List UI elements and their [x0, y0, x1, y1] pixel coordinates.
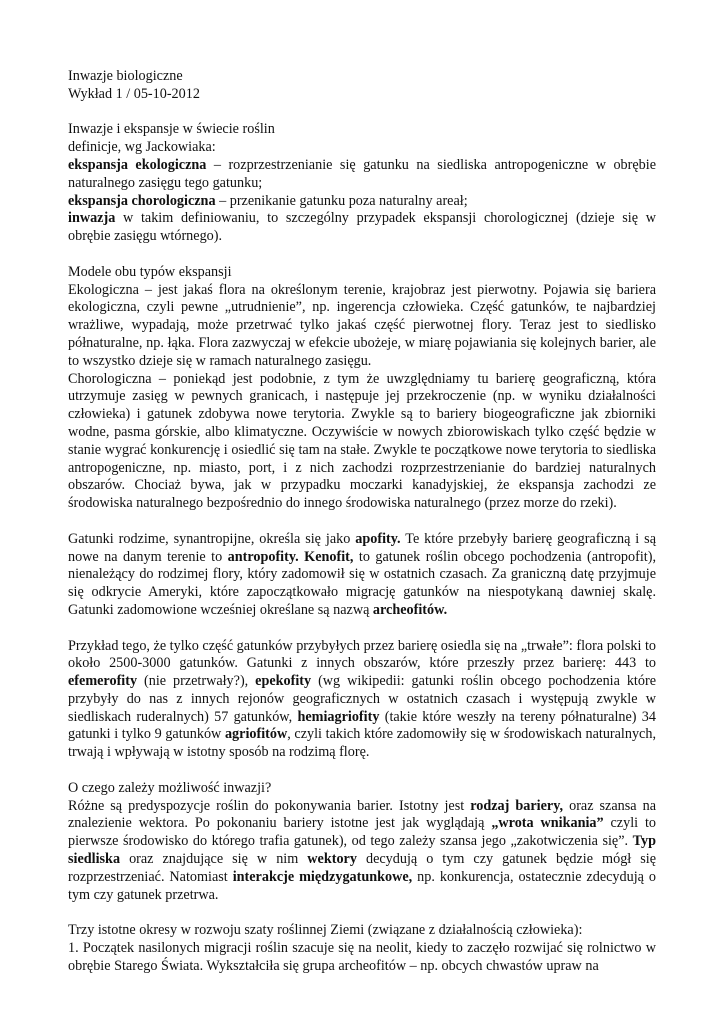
text: np. konkurencja, ostatecznie zdecydują o tym czy gatunek przetrwa.: [68, 868, 656, 903]
definition-chorological: [68, 193, 656, 211]
text: (wg wikipedii: gatunki roślin obcego pochodzenia które przybyły do nas z innych rejonów geograficznych w ostatnich czasach i występują zwykle w siedliskach ruderalnych) 57 gatunków,: [68, 673, 656, 725]
text: Różne są predyspozycje roślin do pokonywania barier. Istotny jest: [68, 797, 471, 814]
text: Gatunki rodzime, synantropijne, określa się jako: [68, 530, 356, 547]
paragraph: Chorologiczna – poniekąd jest podobnie, z tym że uwzględniamy tu barierę geograficzną, która utrzymuje zasięg w pewnych granicach, i następuje jej przekroczenie (np. w wyniku działalności człowieka) i gatunek zdobywa nowe terytoria. Zwykle są to bariery biogeograficzne jak zbiorniki wodne, pasma górskie, albo klimatyczne. Oczywiście w nowych zbiorowiskach tylko część będzie w stanie wygrać konkurencję i osiedlić się tam na stałe. Zwykle te początkowe nowe terytoria to siedliska antropogeniczne, np. miasto, port, i z nich zachodzi rozprzestrzenianie do bardziej naturalnych obszarów. Chociaż bywa, jak w przypadku moczarki kanadyjskiej, że ekspansja zachodzi ze środowiska naturalnego bezpośrednio do innego środowiska naturalnego (przez morze do rzeki).: [68, 370, 656, 512]
list-item: 1. Początek nasilonych migracji roślin szacuje się na neolit, kiedy to zaczęło rozwijać się rolnictwo w obrębie Starego Świata. Wykształciła się grupa archeofitów – np. obcych chwastów upraw na: [68, 940, 656, 974]
definitions-intro: definicje, wg Jackowiaka:: [68, 139, 216, 156]
definition-ecological: [68, 157, 656, 193]
section-heading: Modele obu typów ekspansji: [68, 263, 232, 280]
paragraph: [68, 531, 656, 620]
text: Przykład tego, że tylko część gatunków przybyłych przez barierę osiedla się na „trwałe”: flora polski to około 2500-3000 gatunków. Gatunki z innych obszarów, które przeszły przez barierę: 443 to: [68, 637, 656, 672]
text: decydują o tym czy gatunek będzie mógł się rozprzestrzeniać. Natomiast: [68, 851, 657, 885]
term: wektory: [307, 851, 357, 868]
term: ekspansja chorologiczna: [68, 192, 216, 209]
term: rodzaj bariery,: [470, 797, 564, 814]
definition-invasion: [68, 210, 656, 246]
term: agriofitów: [224, 726, 288, 743]
spacer: [68, 904, 656, 922]
text: Te które przebyły barierę geograficzną i są nowe na danym terenie to: [68, 530, 657, 565]
section-heading: Trzy istotne okresy w rozwoju szaty roślinnej Ziemi (związane z działalnością człowieka):: [68, 922, 583, 939]
text: to gatunek roślin obcego pochodzenia (antropofit), nienależący do rodzimej flory, który zadomowił się w ostatnich czasach. Za graniczną datę przyjmuje się odkrycie Ameryki, które zapoczątkowało migrację gatunków na niespotykaną dawniej skalę. Gatunki zadomowione wcześniej określane są nazwą: [68, 548, 656, 618]
term: hemiagriofity: [297, 708, 380, 725]
term: „wrota wnikania”: [491, 815, 604, 832]
text: (takie które weszły na tereny półnaturalne) 34 gatunki i tylko 9 gatunków: [68, 708, 656, 743]
definition-text: – przenikanie gatunku poza naturalny areał;: [215, 192, 468, 209]
paragraph: Ekologiczna – jest jakaś flora na określonym terenie, krajobraz jest pierwotny. Pojawia się bariera ekologiczna, czyli pewne „utrudnienie”, np. ingerencja człowieka. Część gatunków, te najbardziej wrażliwe, wypadają, może przetrwać tylko jakaś część pierwotnej flory. Teraz jest to siedlisko półnaturalne, np. łąka. Flora zazwyczaj w efekcie ubożeje, w miarę pojawiania się kolejnych barier, ale to wszystko dzieje się w ramach naturalnego zasięgu.: [68, 281, 656, 369]
term: antropofity.: [227, 548, 299, 565]
spacer: [68, 620, 656, 638]
section-heading: Inwazje i ekspansje w świecie roślin: [68, 121, 275, 138]
spacer: [68, 513, 656, 531]
spacer: [68, 246, 656, 264]
text: (nie przetrwały?),: [137, 673, 256, 690]
section-heading: O czego zależy możliwość inwazji?: [68, 779, 272, 796]
text: , czyli takich które zadomowiły się w środowiskach naturalnych, trwają i wpływają w istotny sposób na rodzimą florę.: [68, 726, 656, 761]
definition-text: w takim definiowaniu, to szczególny przypadek ekspansji chorologicznej (dzieje się w obrębie zasięgu wtórnego).: [68, 210, 656, 245]
paragraph: [68, 638, 656, 763]
spacer: [68, 762, 656, 780]
text: oraz szansa na znalezienie wektora. Po pokonaniu bariery istotne jest jak wyglądają: [68, 797, 656, 832]
term: ekspansja ekologiczna: [68, 156, 207, 173]
term: efemerofity: [68, 673, 138, 690]
lecture-info: Wykład 1 / 05-10-2012: [68, 85, 200, 102]
spacer: [68, 104, 656, 122]
text: czyli to pierwsze środowisko do którego trafia gatunek), od tego zależy szansa jego „zakotwiczenia się”.: [68, 815, 657, 850]
definition-text: – rozprzestrzenianie się gatunku na siedliska antropogeniczne w obrębie naturalnego zasięgu tego gatunku;: [68, 156, 656, 191]
document-title: Inwazje biologiczne: [68, 68, 183, 84]
text: oraz znajdujące się w nim: [120, 851, 308, 868]
term: Typ siedliska: [68, 833, 656, 868]
term: interakcje międzygatunkowe,: [232, 868, 413, 885]
paragraph: [68, 798, 656, 905]
term: archeofitów.: [372, 601, 448, 618]
term: inwazja: [68, 210, 116, 227]
term: epekofity: [255, 673, 312, 690]
term: apofity.: [355, 530, 401, 547]
term: Kenofit,: [304, 548, 354, 565]
